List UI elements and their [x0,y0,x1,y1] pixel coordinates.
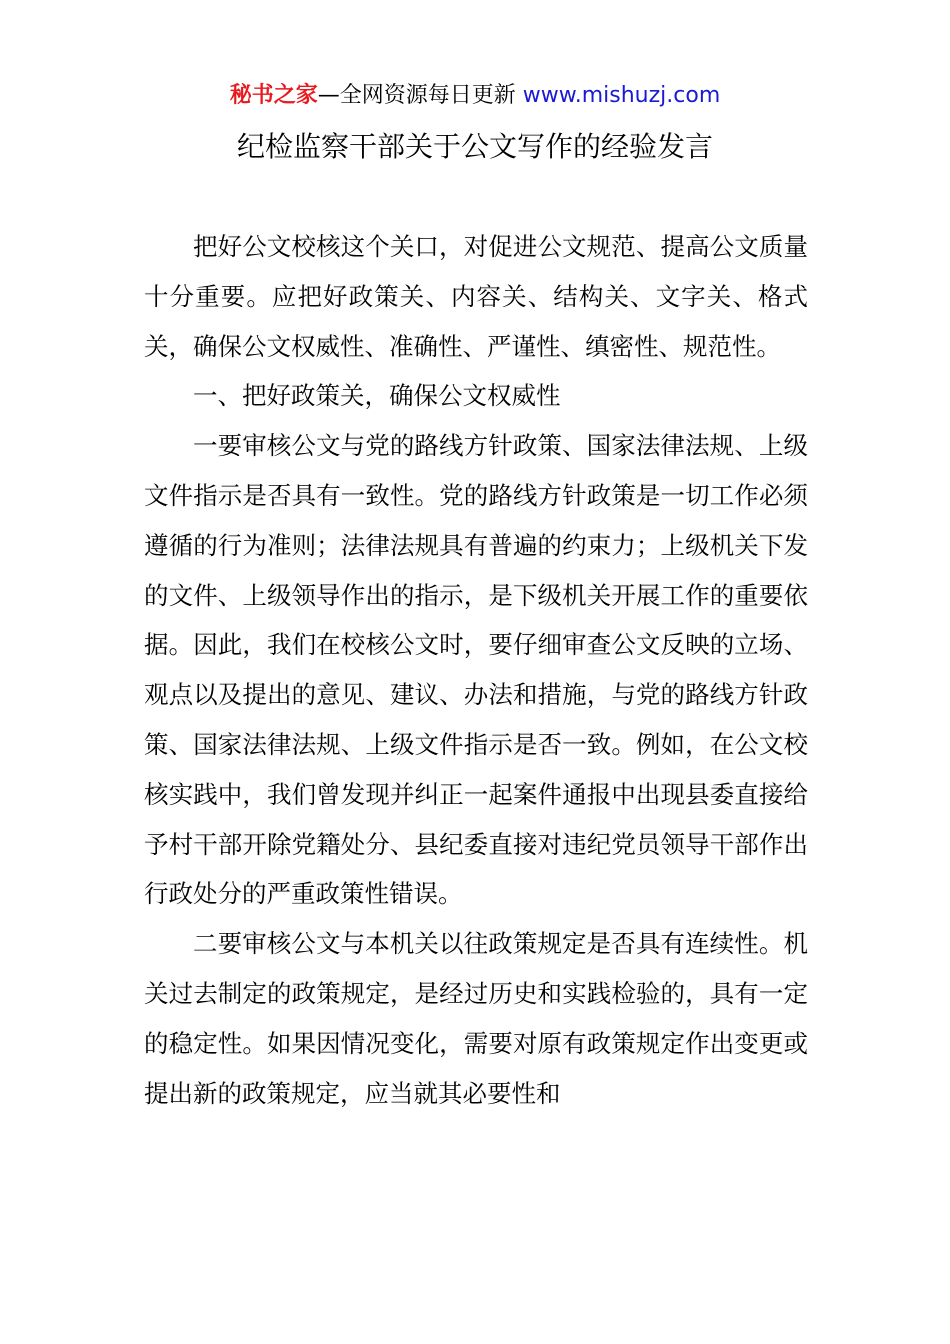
header-tagline: —全网资源每日更新 [317,83,516,108]
paragraph-intro: 把好公文校核这个关口，对促进公文规范、提高公文质量十分重要。应把好政策关、内容关、结构关、文字关、格式关，确保公文权威性、准确性、严谨性、缜密性、规范性。 [144,232,808,361]
site-url-link[interactable]: www.mishuzj.com [522,83,721,108]
brand-name: 秘书之家 [229,83,318,108]
site-header [0,80,950,112]
section-heading: 一、把好政策关，确保公文权威性 [193,381,561,411]
paragraph-policy-1: 一要审核公文与党的路线方针政策、国家法律法规、上级文件指示是否具有一致性。党的路线方针政策是一切工作必须遵循的行为准则；法律法规具有普遍的约束力；上级机关下发的文件、上级领导作出的指示，是下级机关开展工作的重要依据。因此，我们在校核公文时，要仔细审查公文反映的立场、观点以及提出的意见、建议、办法和措施，与党的路线方针政策、国家法律法规、上级文件指示是否一致。例如，在公文校核实践中，我们曾发现并纠正一起案件通报中出现县委直接给予村干部开除党籍处分、县纪委直接对违纪党员领导干部作出行政处分的严重政策性错误。 [144,431,808,909]
document-body [144,222,808,1118]
document-title: 纪检监察干部关于公文写作的经验发言 [236,130,713,163]
paragraph-policy-2: 二要审核公文与本机关以往政策规定是否具有连续性。机关过去制定的政策规定，是经过历史和实践检验的，具有一定的稳定性。如果因情况变化，需要对原有政策规定作出变更或提出新的政策规定，应当就其必要性和 [144,929,808,1108]
